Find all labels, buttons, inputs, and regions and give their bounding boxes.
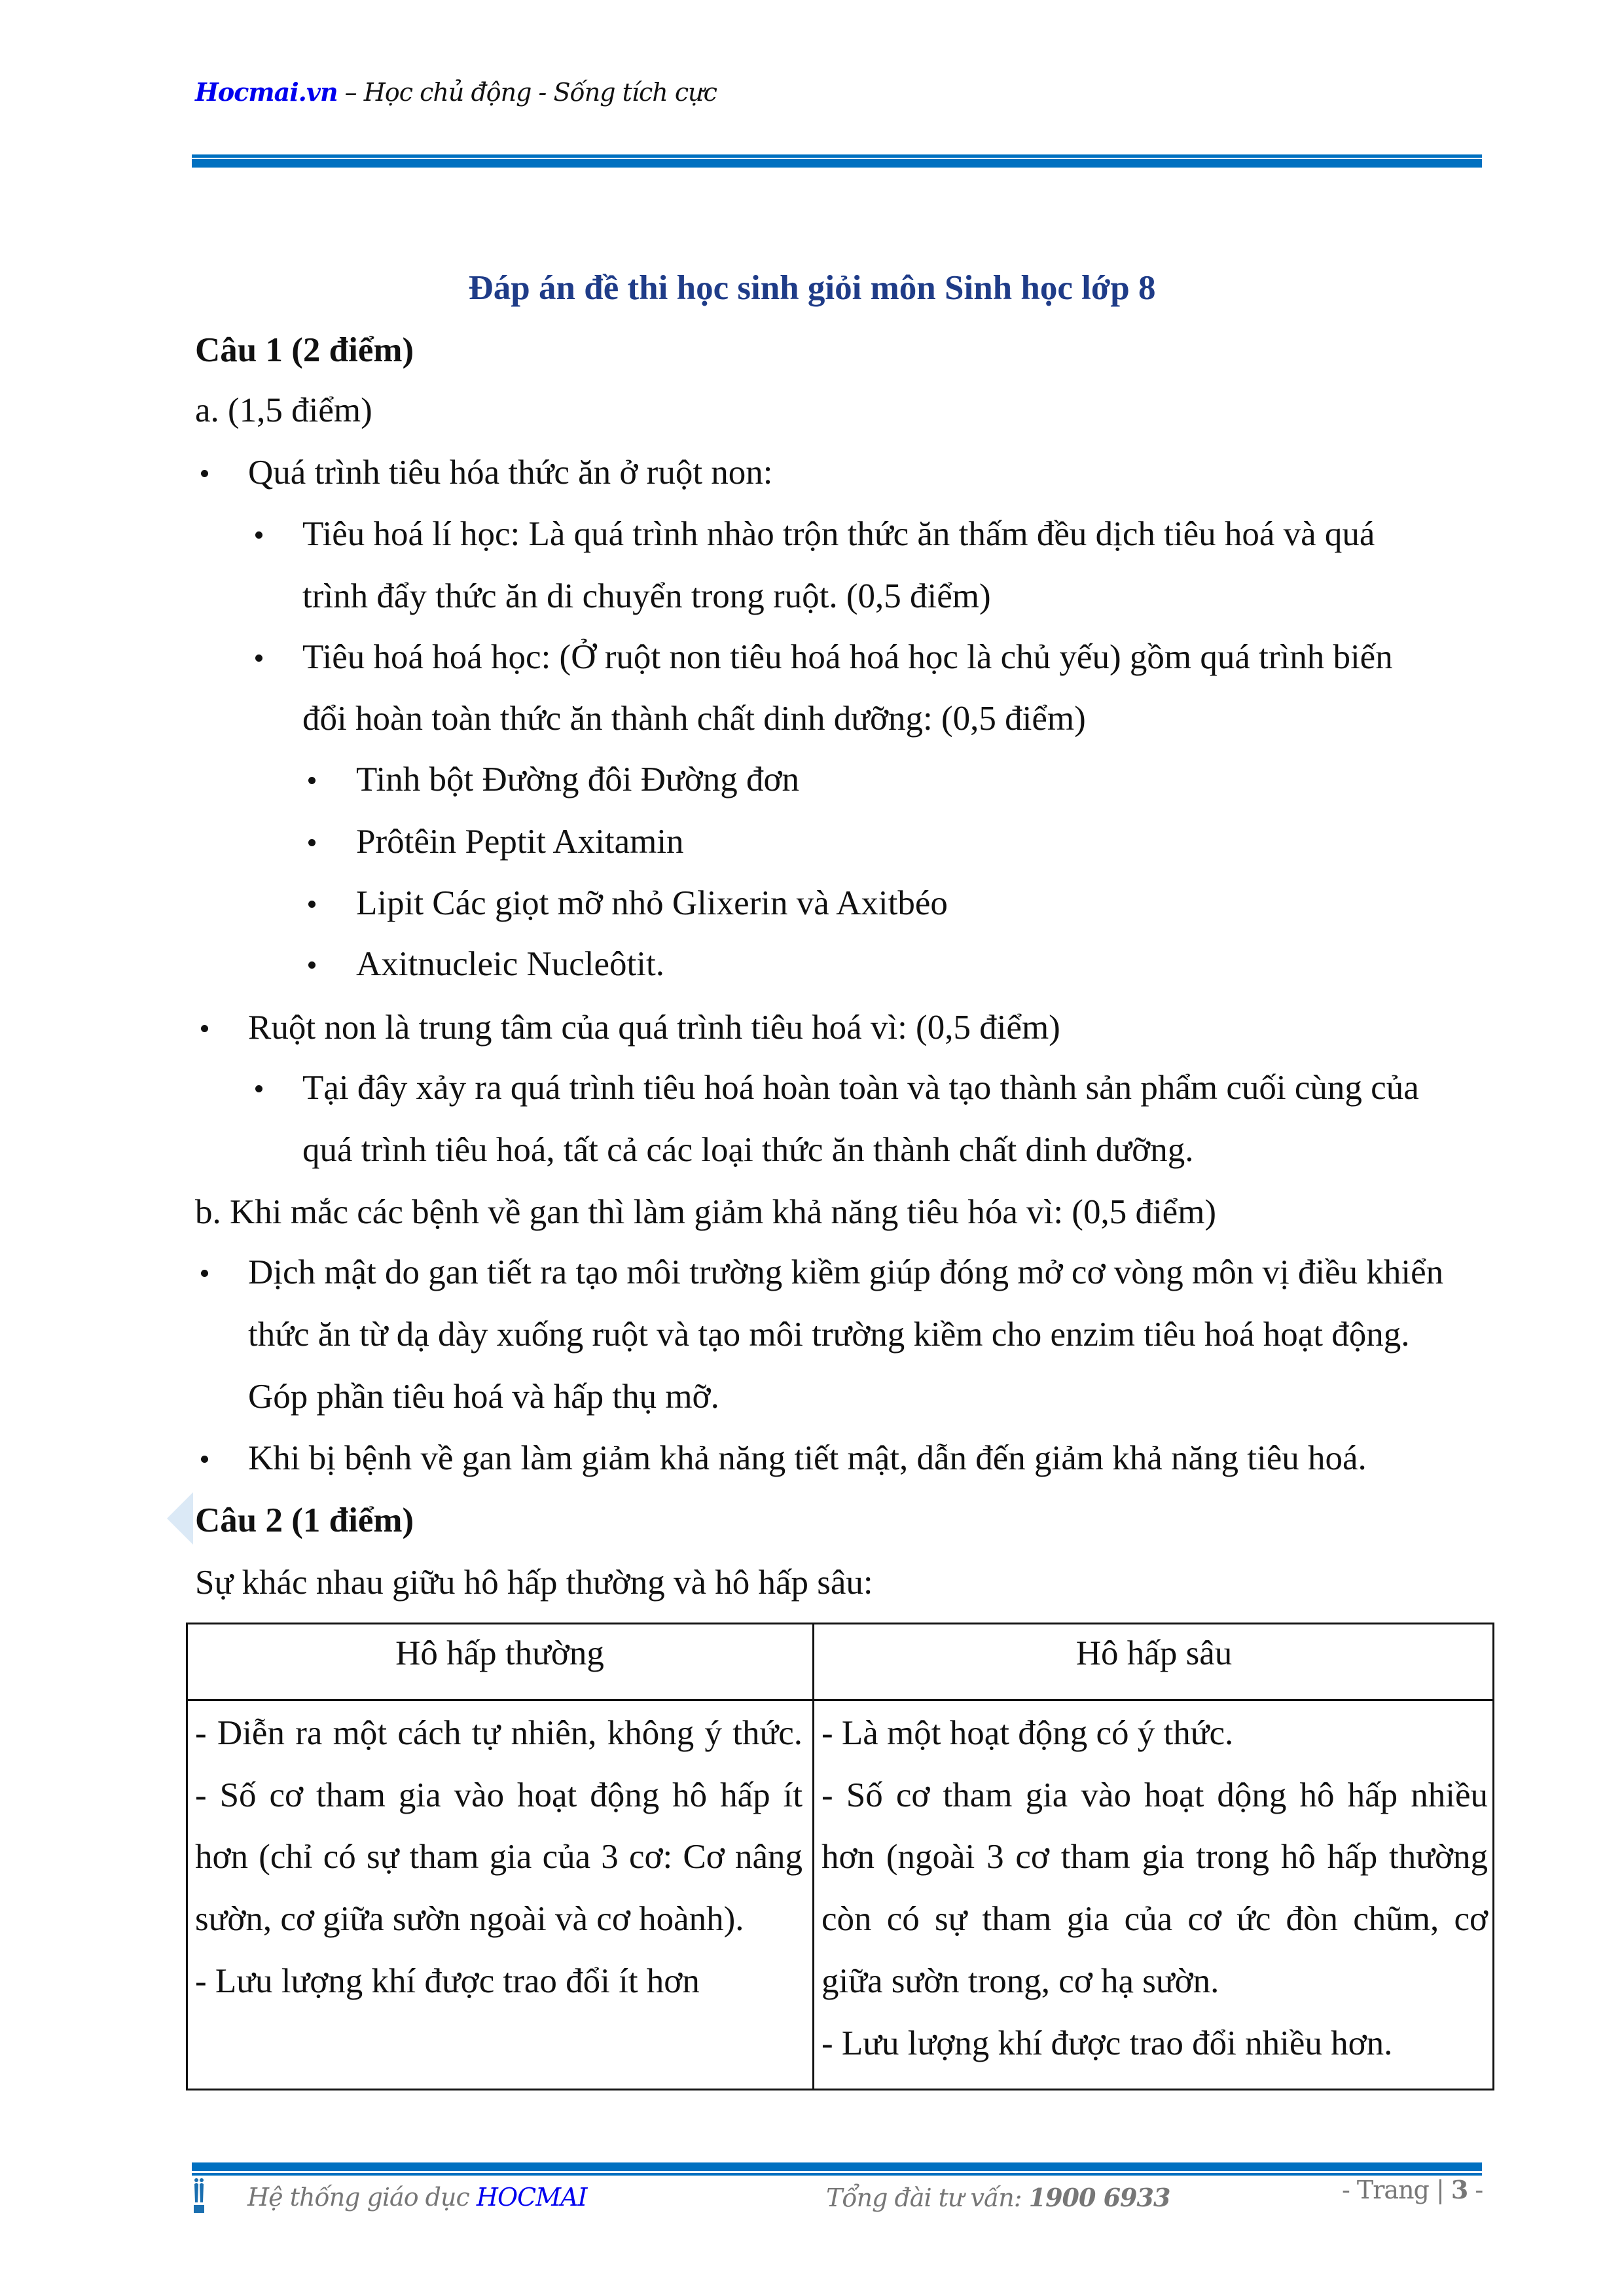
list-item-continuation: trình đẩy thức ăn di chuyển trong ruột. (0,5 điểm)	[302, 577, 991, 615]
table-cell-line: - Là một hoạt động có ý thức.	[821, 1714, 1234, 1752]
question-1a-label: a. (1,5 điểm)	[195, 391, 372, 429]
table-cell-line: hơn (ngoài 3 cơ tham gia trong hô hấp thường	[821, 1838, 1488, 1876]
question-2-heading: Câu 2 (1 điểm)	[195, 1501, 414, 1539]
footer-page-number	[1342, 2175, 1483, 2204]
list-item: Lipit Các giọt mỡ nhỏ Glixerin và Axitbéo	[356, 884, 948, 922]
bullet-icon	[255, 1085, 262, 1092]
header-brand-link[interactable]: Hocmai.vn	[195, 77, 338, 107]
footer-system-label	[247, 2183, 587, 2212]
bullet-icon	[308, 777, 316, 784]
page-prefix: - Trang |	[1342, 2176, 1451, 2204]
question-1-heading: Câu 1 (2 điểm)	[195, 331, 414, 369]
footer-hotline-label: Tổng đài tư vấn:	[826, 2183, 1029, 2212]
bullet-icon	[308, 839, 316, 846]
question-2-intro: Sự khác nhau giữu hô hấp thường và hô hấp sâu:	[195, 1564, 873, 1602]
table-column-divider	[812, 1623, 814, 2090]
hocmai-logo-icon	[194, 2176, 204, 2213]
bullet-icon	[201, 1025, 208, 1032]
document-title: Đáp án đề thi học sinh giỏi môn Sinh học lớp 8	[468, 269, 1156, 307]
list-item: Tinh bột Đường đôi Đường đơn	[356, 761, 800, 798]
footer-brand-link[interactable]: HOCMAI	[476, 2183, 587, 2212]
question-1b-label: b. Khi mắc các bệnh về gan thì làm giảm khả năng tiêu hóa vì: (0,5 điểm)	[195, 1193, 1217, 1231]
list-item: Prôtêin Peptit Axitamin	[356, 823, 684, 861]
header-rule-thin	[192, 154, 1482, 158]
list-item: Tiêu hoá hoá học: (Ở ruột non tiêu hoá hoá học là chủ yếu) gồm quá trình biến	[302, 638, 1393, 676]
chevron-left-icon	[167, 1492, 193, 1545]
table-cell-line: - Số cơ tham gia vào hoạt dộng hô hấp nhiều	[821, 1776, 1488, 1814]
footer-rule-thick	[192, 2162, 1482, 2171]
table-cell-line: sườn, cơ giữa sườn ngoài và cơ hoành).	[195, 1900, 744, 1938]
list-item: Khi bị bệnh về gan làm giảm khả năng tiết mật, dẫn đến giảm khả năng tiêu hoá.	[248, 1439, 1367, 1477]
bullet-icon	[201, 470, 208, 477]
header-tagline: – Học chủ động - Sống tích cực	[337, 78, 717, 107]
bullet-icon	[201, 1456, 208, 1463]
list-item-continuation: đổi hoàn toàn thức ăn thành chất dinh dưỡng: (0,5 điểm)	[302, 700, 1086, 738]
footer-hotline	[826, 2183, 1170, 2212]
list-item-continuation: thức ăn từ dạ dày xuống ruột và tạo môi trường kiềm cho enzim tiêu hoá hoạt động.	[248, 1316, 1410, 1354]
bullet-icon	[308, 961, 316, 969]
list-item: Quá trình tiêu hóa thức ăn ở ruột non:	[248, 454, 773, 492]
bullet-icon	[255, 531, 262, 539]
list-item: Ruột non là trung tâm của quá trình tiêu hoá vì: (0,5 điểm)	[248, 1009, 1060, 1047]
footer-system-text: Hệ thống giáo dục	[247, 2183, 477, 2212]
table-header-deep-breathing: Hô hấp sâu	[1075, 1634, 1233, 1672]
bullet-icon	[308, 901, 316, 908]
list-item: Axitnucleic Nucleôtit.	[356, 945, 664, 983]
table-cell-line: - Số cơ tham gia vào hoạt động hô hấp ít	[195, 1776, 803, 1814]
footer-rule-thin	[192, 2173, 1482, 2176]
table-header-divider	[186, 1699, 1494, 1701]
page-suffix: -	[1468, 2176, 1483, 2204]
table-cell-line: - Lưu lượng khí được trao đổi ít hơn	[195, 1962, 700, 2000]
list-item: Dịch mật do gan tiết ra tạo môi trường kiềm giúp đóng mở cơ vòng môn vị điều khiển	[248, 1253, 1444, 1291]
list-item-continuation: quá trình tiêu hoá, tất cả các loại thức ăn thành chất dinh dưỡng.	[302, 1131, 1194, 1169]
table-cell-line: - Lưu lượng khí được trao đổi nhiều hơn.	[821, 2024, 1393, 2062]
list-item: Tiêu hoá lí học: Là quá trình nhào trộn thức ăn thấm đều dịch tiêu hoá và quá	[302, 515, 1375, 553]
table-cell-line: còn có sự tham gia của cơ ức đòn chũm, cơ	[821, 1900, 1488, 1938]
table-cell-line: giữa sườn trong, cơ hạ sườn.	[821, 1962, 1219, 2000]
table-cell-line: - Diễn ra một cách tự nhiên, không ý thức.	[195, 1714, 803, 1752]
bullet-icon	[255, 655, 262, 662]
page-number: 3	[1451, 2175, 1468, 2204]
list-item-continuation: Góp phần tiêu hoá và hấp thụ mỡ.	[248, 1378, 719, 1416]
table-header-normal-breathing: Hô hấp thường	[395, 1634, 604, 1672]
table-cell-line: hơn (chỉ có sự tham gia của 3 cơ: Cơ nâng	[195, 1838, 803, 1876]
header-rule-thick	[192, 159, 1482, 168]
bullet-icon	[201, 1270, 208, 1277]
header-text	[195, 77, 717, 107]
footer-hotline-number: 1900 6933	[1028, 2183, 1170, 2212]
list-item: Tại đây xảy ra quá trình tiêu hoá hoàn toàn và tạo thành sản phẩm cuối cùng của	[302, 1069, 1419, 1107]
